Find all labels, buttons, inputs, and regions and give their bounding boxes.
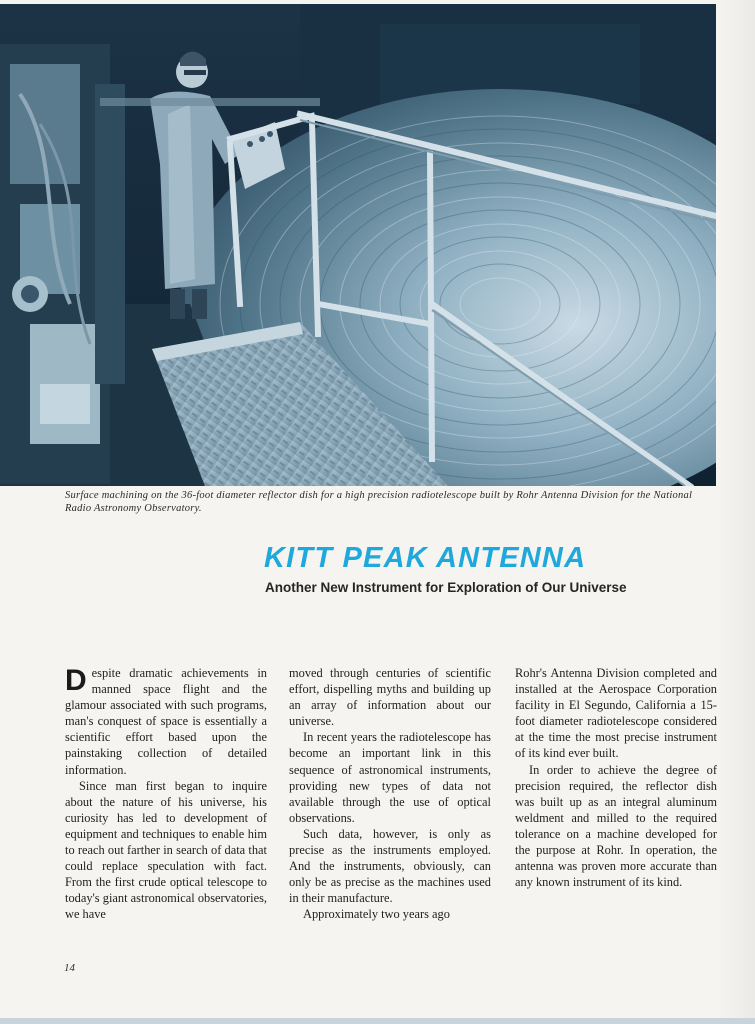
body-column-1 bbox=[65, 665, 267, 923]
paragraph: Rohr's Antenna Division completed and installed at the Aerospace Corporation facility in El Segundo, California a 15-foot diameter radiotelescope considered at the time the most precise instrument of its kind ever built. bbox=[515, 666, 717, 761]
article-headline: KITT PEAK ANTENNA bbox=[264, 542, 587, 574]
paragraph: Since man first began to inquire about the nature of his universe, his curiosity has led to development of equipment and techniques to enable him to reach out farther in search of data that could replace speculation with fact. From the first crude optical telescope to today's giant astronomical observatories, we have bbox=[65, 778, 267, 922]
page-number: 14 bbox=[64, 962, 75, 974]
paragraph: In recent years the radiotelescope has become an important link in this sequence of astronomical instruments, providing new types of data not available through the use of optical observations. bbox=[289, 730, 491, 825]
paragraph bbox=[65, 665, 267, 778]
paragraph: In order to achieve the degree of precision required, the reflector dish was built up as an integral aluminum weldment and milled to the required tolerance on a machine developed for the purpose at Rohr. In operation, the antenna was proven more accurate than any known instrument of its kind. bbox=[515, 762, 717, 890]
paragraph-text: espite dramatic achievements in manned space flight and the glamour associated with such programs, man's conquest of space is essentially a scientific effort based upon the painstaking collection of detailed information. bbox=[65, 666, 267, 777]
body-column-3 bbox=[515, 665, 717, 890]
body-column-2 bbox=[289, 665, 491, 923]
page-bottom-edge bbox=[0, 1018, 755, 1024]
paragraph: moved through centuries of scientific effort, dispelling myths and building up an array of information about our universe. bbox=[289, 666, 491, 729]
paragraph: Such data, however, is only as precise as the instruments employed. And the instruments, obviously, can only be as precise as the machines used in their manufacture. bbox=[289, 826, 491, 906]
photo-caption: Surface machining on the 36-foot diameter reflector dish for a high precision radiotelescope built by Rohr Antenna Division for the National Radio Astronomy Observatory. bbox=[65, 490, 693, 514]
drop-cap: D bbox=[65, 664, 87, 697]
page-edge-shadow bbox=[717, 0, 755, 1024]
article-subheading: Another New Instrument for Exploration of Our Universe bbox=[265, 580, 627, 595]
paragraph: Approximately two years ago bbox=[303, 907, 450, 922]
antenna-reflector-photo bbox=[0, 4, 716, 486]
